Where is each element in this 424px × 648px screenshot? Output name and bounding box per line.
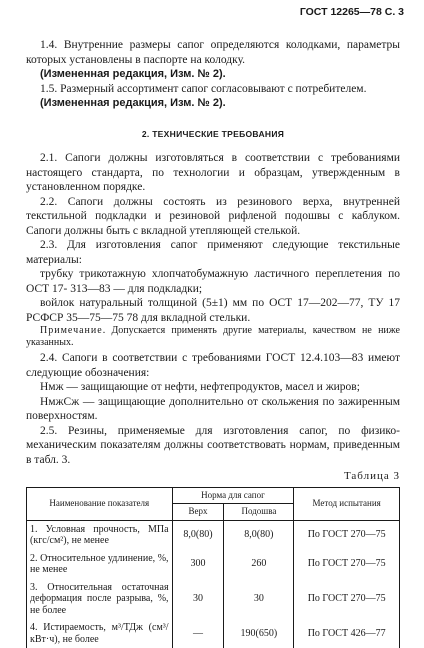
paragraph-2-4: 2.4. Сапоги в соответствии с требованиями ГОСТ 12.4.103—83 имеют следующие обозначения: bbox=[26, 351, 400, 380]
row-method: По ГОСТ 426—77 bbox=[294, 619, 400, 648]
note bbox=[26, 325, 400, 349]
row-top: — bbox=[172, 619, 224, 648]
amendment-note: (Измененная редакция, Изм. № 2). bbox=[26, 96, 400, 111]
material-lining: трубку трикотажную хлопчатобумажную ластичного переплетения по ОСТ 17- 313—83 — для подкладки; bbox=[26, 267, 400, 296]
row-sole: 260 bbox=[224, 550, 294, 579]
header-norm: Норма для сапог bbox=[172, 487, 294, 504]
row-sole: 190(650) bbox=[224, 619, 294, 648]
paragraph-2-2: 2.2. Сапоги должны состоять из резинового верха, внутренней текстильной подкладки и резиновой рифленой подошвы с каблуком. Сапоги должны быть с вкладной утепляющей стелькой. bbox=[26, 195, 400, 239]
section-title: 2. ТЕХНИЧЕСКИЕ ТРЕБОВАНИЯ bbox=[26, 127, 400, 142]
row-method: По ГОСТ 270—75 bbox=[294, 579, 400, 620]
properties-table bbox=[26, 487, 400, 648]
table-caption: Таблица 3 bbox=[26, 469, 400, 484]
row-sole: 30 bbox=[224, 579, 294, 620]
row-top: 300 bbox=[172, 550, 224, 579]
row-sole: 8,0(80) bbox=[224, 520, 294, 550]
row-name: 2. Относительное удлинение, %, не менее bbox=[27, 550, 173, 579]
paragraph-2-3: 2.3. Для изготовления сапог применяют следующие текстильные материалы: bbox=[26, 238, 400, 267]
row-name: 1. Условная прочность, МПа (кгс/см²), не менее bbox=[27, 520, 173, 550]
note-text: . Допускается применять другие материалы, качеством не ниже указанных. bbox=[26, 325, 400, 348]
designation-nmzh: Нмж — защищающие от нефти, нефтепродуктов, масел и жиров; bbox=[26, 380, 400, 395]
material-insole: войлок натуральный толщиной (5±1) мм по ОСТ 17—202—77, ТУ 17 РСФСР 35—75—75 78 для вкладной стельки. bbox=[26, 296, 400, 325]
header-top: Верх bbox=[172, 504, 224, 521]
paragraph-2-5: 2.5. Резины, применяемые для изготовления сапог, по физико-механическим показателям должны соответствовать нормам, приведенным в табл. 3. bbox=[26, 424, 400, 468]
table-row bbox=[27, 579, 400, 620]
row-name: 3. Относительная остаточная деформация после разрыва, %, не более bbox=[27, 579, 173, 620]
table-row bbox=[27, 550, 400, 579]
note-label: Примечание bbox=[40, 325, 103, 336]
row-method: По ГОСТ 270—75 bbox=[294, 520, 400, 550]
row-top: 30 bbox=[172, 579, 224, 620]
designation-nmzhszh: НмжСж — защищающие дополнительно от скольжения по зажиренным поверхностям. bbox=[26, 395, 400, 424]
row-top: 8,0(80) bbox=[172, 520, 224, 550]
table-row bbox=[27, 619, 400, 648]
row-name: 4. Истираемость, м³/ТДж (см³/кВт·ч), не более bbox=[27, 619, 173, 648]
table-row bbox=[27, 520, 400, 550]
header-method: Метод испытания bbox=[294, 487, 400, 520]
header-name: Наименование показателя bbox=[27, 487, 173, 520]
header-sole: Подошва bbox=[224, 504, 294, 521]
paragraph-2-1: 2.1. Сапоги должны изготовляться в соответствии с требованиями настоящего стандарта, по технологии и образцам, утвержденным в установленном порядке. bbox=[26, 151, 400, 195]
row-method: По ГОСТ 270—75 bbox=[294, 550, 400, 579]
amendment-note: (Измененная редакция, Изм. № 2). bbox=[26, 67, 400, 82]
paragraph-1-4: 1.4. Внутренние размеры сапог определяются колодками, параметры которых установлены в паспорте на колодку. bbox=[26, 38, 400, 67]
paragraph-1-5: 1.5. Размерный ассортимент сапог согласовывают с потребителем. bbox=[26, 82, 400, 97]
page-header: ГОСТ 12265—78 С. 3 bbox=[300, 6, 404, 18]
document-body bbox=[26, 38, 400, 648]
